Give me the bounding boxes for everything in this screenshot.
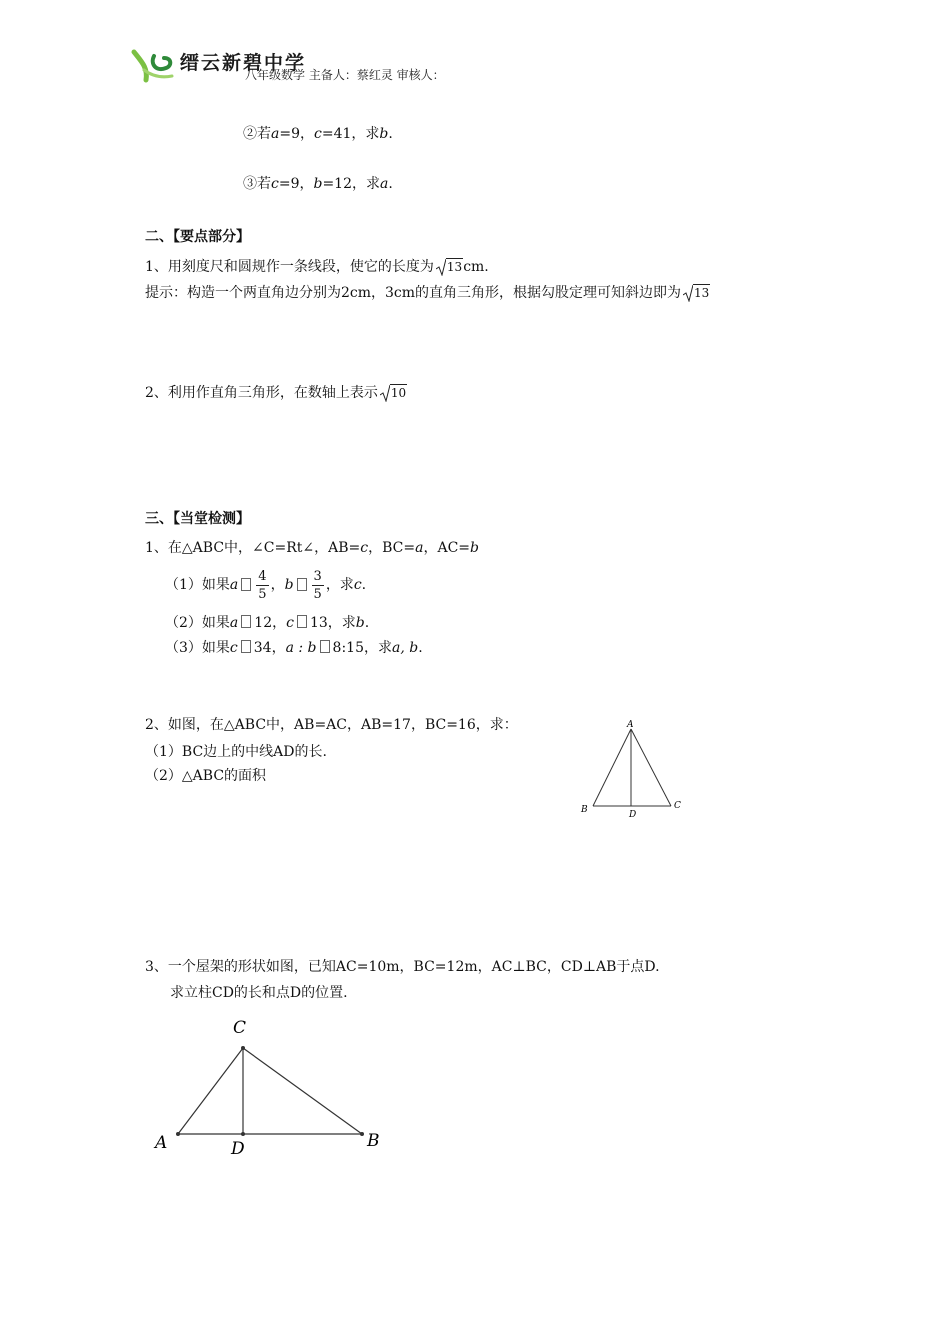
section-3-q1-sub2: （2）如果a 12，c 13，求b. — [165, 615, 370, 631]
header-subtitle: 八年级数学 主备人：蔡红灵 审核人： — [245, 68, 445, 82]
missing-glyph-box — [297, 578, 307, 591]
point-d-label: D — [231, 1139, 245, 1159]
missing-glyph-box — [241, 640, 251, 653]
sqrt-13-hint-symbol: 13 — [683, 284, 710, 302]
section-3-q1-stem: 1、在△ABC中，∠C=Rt∠，AB=c，BC=a，AC=b — [145, 540, 479, 556]
section-2-q1: 1、用刻度尺和圆规作一条线段，使它的长度为 13cm. — [145, 259, 489, 275]
missing-glyph-box — [241, 615, 251, 628]
section-3-q3-sub: 求立柱CD的长和点D的位置. — [170, 985, 348, 1001]
vertex-c-label: C — [674, 801, 681, 811]
missing-glyph-box — [320, 640, 330, 653]
vertex-a-label: A — [155, 1133, 168, 1153]
school-logo-icon — [128, 46, 176, 84]
fraction-4-5: $\frac{4}{5}$ — [258, 569, 267, 602]
vertex-c-label: C — [233, 1018, 247, 1038]
fraction-3-5: $\frac{3}{5}$ — [313, 569, 322, 602]
section-3-q3-stem: 3、一个屋架的形状如图，已知AC=10m，BC=12m，AC⊥BC，CD⊥AB于点D. — [145, 959, 660, 975]
section-2-q2: 2、利用作直角三角形，在数轴上表示 10 — [145, 385, 407, 401]
vertex-b-label: B — [581, 805, 588, 815]
missing-glyph-box — [297, 615, 307, 628]
section-3-q1-sub3: （3）如果c 34，a : b 8:15，求a, b. — [165, 640, 423, 656]
sqrt-13-symbol: 13 — [436, 258, 463, 276]
vertex-b-label: B — [367, 1131, 380, 1151]
isosceles-triangle-figure — [575, 717, 695, 822]
section-3-q2-sub2: （2）△ABC的面积 — [145, 768, 267, 784]
section-3-heading: 三、【当堂检测】 — [145, 511, 250, 527]
section-3-q2-stem: 2、如图，在△ABC中，AB=AC，AB=17，BC=16，求： — [145, 717, 518, 733]
roof-truss-figure — [145, 1013, 395, 1163]
prior-item-2: ②若a=9，c=41，求b. — [243, 126, 393, 142]
missing-glyph-box — [241, 578, 251, 591]
vertex-a-label: A — [627, 720, 634, 730]
section-3-q1-sub1: （1）如果a $\frac{4}{5}$ ，b $\frac{3}{5}$ ，求c. — [165, 569, 367, 602]
point-d-label: D — [629, 810, 637, 820]
section-3-q2-sub1: （1）BC边上的中线AD的长. — [145, 744, 327, 760]
section-2-q1-hint: 提示：构造一个两直角边分别为2cm，3cm的直角三角形，根据勾股定理可知斜边即为 13 — [145, 285, 710, 301]
school-name: 缙云新碧中学 — [180, 52, 307, 74]
section-2-heading: 二、【要点部分】 — [145, 229, 250, 245]
prior-item-3: ③若c=9，b=12，求a. — [243, 176, 393, 192]
sqrt-10-symbol: 10 — [380, 384, 407, 402]
